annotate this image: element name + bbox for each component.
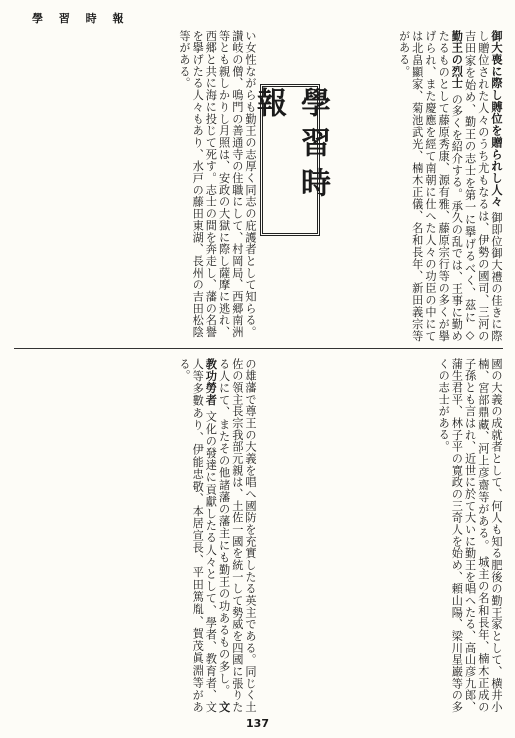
lead-heading: 御大喪に際し賻位を贈られし人々	[490, 30, 503, 208]
page-number: 137	[246, 717, 269, 730]
column-right-bottom	[275, 358, 503, 713]
paragraph: 國の大義の成就者として、何人も知る肥後の勤王家として、横井小楠、宮部鼎藏、河上彦齋等がある。	[476, 358, 503, 713]
column-left-bottom	[14, 358, 257, 713]
paragraph: の雄藩で尊王の大義を唱へ國防を充實したる英主である。同じく土佐の領主長宗我部元親は、土佐一國を統一して勢威を四國に張りたる人にて、またその他諸藩の藩主にも勤王の功あるもの多し。	[217, 358, 257, 713]
column-right-top	[275, 30, 503, 342]
paragraph: 文化の發達に貢獻したる人々として、學者、教育者、文人等多數あり、伊能忠敬、本居宣長、平田篤胤、賀茂眞淵等がある。	[177, 358, 218, 713]
paragraph: い女性ながらも勤王の志厚く同志の庇護者として知らる。讃岐の僧、鳴門の善通寺の住職にして、村岡局、西郷南洲等とも親しかりし月照は、安政の大獄に際し薩摩に逃れ、西郷と共に海に投じて死す。志士の間を奔走し、藩の名譽を擧げたる人々もあり、水戸の藤田東湖、長州の吉田松陰等がある。	[177, 30, 257, 338]
horizontal-rule	[14, 348, 503, 349]
paragraph: 城主の名和長年、楠木正成の子孫とも言はれ、近世に於て大いに勤王を唱へたる、高山彦九郎、蒲生君平、林子平の寛政の三奇人を始め、頼山陽、梁川星巌等の多くの志士がある。	[437, 358, 490, 713]
running-head: 學 習 時 報	[32, 12, 130, 25]
article-title: 學習時報	[260, 84, 320, 236]
paragraph: 御即位御大禮の佳きに際し贈位された人々のうち尤もなるは、伊勢の國司、三河の吉田家を始め、勤王の志士を第一に擧げるべく、茲に	[463, 30, 503, 342]
section-heading: ◇勤王の烈士	[450, 30, 477, 342]
column-left-top	[14, 30, 257, 338]
section-heading: 文教功勞者	[204, 358, 231, 713]
paragraph: の多くを紹介する。承久の乱では、王事に勤めたるものとして藤原秀康、源有雅、藤原宗行等の多くが擧げられ、また慶應を經て南朝に仕へた人々の功臣の中にては北畠顯家、菊池武光、楠木正儀、名和長年、新田義宗等がある。	[397, 30, 464, 342]
